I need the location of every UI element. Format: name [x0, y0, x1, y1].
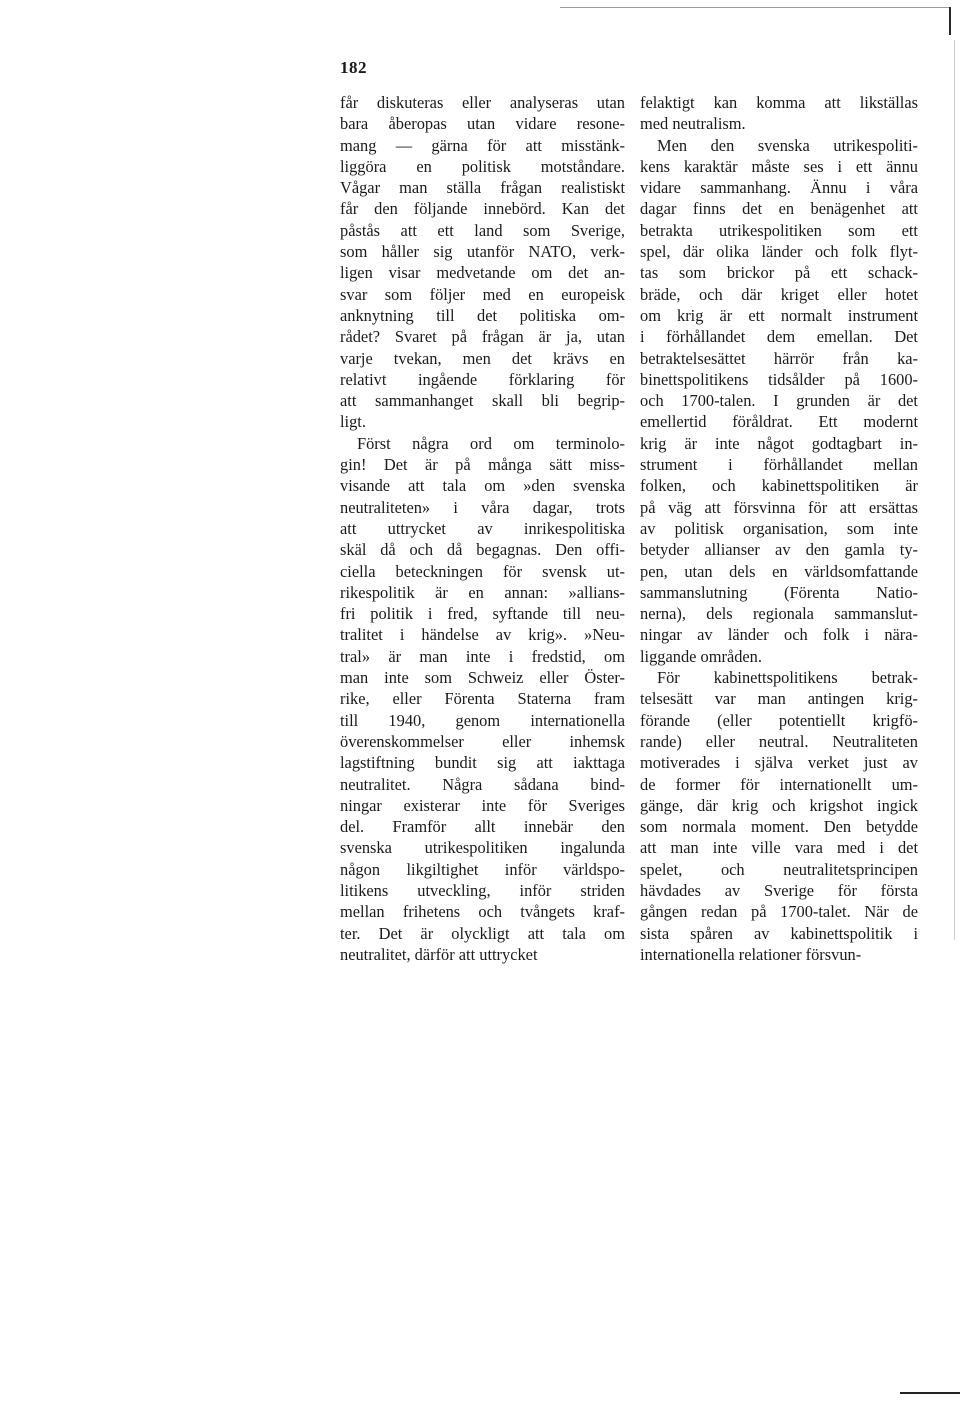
text-line: strument i förhållandet mellan [640, 455, 918, 475]
text-line: på väg att försvinna för att ersättas [640, 497, 918, 517]
text-line: varje tvekan, men det krävs en [340, 348, 625, 368]
text-line: får den följande innebörd. Kan det [340, 199, 625, 219]
text-line: ter. Det är olyckligt att tala om [340, 923, 625, 943]
text-line: hävdades av Sverige för första [640, 880, 918, 900]
text-line: ligt. [340, 412, 366, 432]
text-line: visande att tala om »den svenska [340, 476, 625, 496]
text-line: lagstiftning bundit sig att iakttaga [340, 753, 625, 773]
scan-corner-mark [949, 7, 951, 35]
text-line: får diskuteras eller analyseras utan [340, 93, 625, 112]
text-line: de former för internationellt um- [640, 774, 918, 794]
text-line: fri politik i fred, syftande till neu- [340, 604, 625, 624]
text-line: tralitet i händelse av krig». »Neu- [340, 625, 625, 645]
text-line: om krig är ett normalt instrument [640, 305, 918, 325]
scan-border-right [954, 40, 955, 940]
text-line: bara åberopas utan vidare resone- [340, 114, 625, 134]
text-line: ningar existerar inte för Sveriges [340, 795, 625, 815]
text-line: kens karaktär måste ses i ett ännu [640, 156, 918, 176]
text-line: För kabinettspolitikens betrak- [657, 668, 918, 688]
text-line: anknytning till det politiska om- [340, 305, 625, 325]
text-line: bräde, och där kriget eller hotet [640, 284, 918, 304]
text-line: neutraliteten» i våra dagar, trots [340, 497, 625, 517]
text-line: som normala moment. Den betydde [640, 817, 918, 837]
text-column-right [640, 92, 918, 965]
text-line: att uttrycket av inrikespolitiska [340, 518, 625, 538]
text-line: motiverades i själva verket just av [640, 753, 918, 773]
text-line: tral» är man inte i fredstid, om [340, 646, 625, 666]
text-line: av politisk organisation, som inte [640, 518, 918, 538]
text-line: tas som brickor på ett schack- [640, 263, 918, 283]
page-number: 182 [340, 58, 367, 77]
text-line: och 1700-talen. I grunden är det [640, 391, 918, 411]
text-line: mang — gärna för att misstänk- [340, 135, 625, 155]
text-line: spel, där olika länder och folk flyt- [640, 242, 918, 262]
text-line: relativt ingående förklaring för [340, 369, 625, 389]
text-line: ciella beteckningen för svensk ut- [340, 561, 625, 581]
text-line: sista spåren av kabinettspolitik i [640, 923, 918, 943]
text-line: liggande områden. [640, 646, 762, 666]
text-line: att sammanhanget skall bli begrip- [340, 391, 625, 411]
text-line: telsesätt var man antingen krig- [640, 689, 918, 709]
text-line: Först några ord om terminolo- [357, 433, 625, 453]
text-line: någon likgiltighet inför världspo- [340, 859, 625, 879]
text-line: pen, utan dels en världsomfattande [640, 561, 918, 581]
text-line: gänge, där krig och krigshot ingick [640, 795, 918, 815]
text-line: del. Framför allt innebär den [340, 817, 625, 837]
text-line: påstås att ett land som Sverige, [340, 220, 625, 240]
text-column-left [340, 92, 625, 965]
text-line: liggöra en politisk motståndare. [340, 156, 625, 176]
text-line: Vågar man ställa frågan realistiskt [340, 178, 625, 198]
text-line: vidare sammanhang. Ännu i våra [640, 178, 918, 198]
text-line: dagar finns det en benägenhet att [640, 199, 918, 219]
text-line: betyder allianser av den gamla ty- [640, 540, 918, 560]
text-line: rådet? Svaret på frågan är ja, utan [340, 327, 625, 347]
text-line: mellan frihetens och tvångets kraf- [340, 902, 625, 922]
text-line: litikens utveckling, inför striden [340, 880, 625, 900]
text-line: i förhållandet dem emellan. Det [640, 327, 918, 347]
text-line: ningar av länder och folk i nära- [640, 625, 918, 645]
text-line: man inte som Schweiz eller Öster- [340, 668, 625, 688]
text-line: som håller sig utanför NATO, verk- [340, 242, 625, 262]
text-line: att man inte ville vara med i det [640, 838, 918, 858]
text-line: skäl då och då begagnas. Den offi- [340, 540, 625, 560]
text-line: Men den svenska utrikespoliti- [657, 135, 918, 155]
text-line: folken, och kabinettspolitiken är [640, 476, 918, 496]
text-line: gin! Det är på många sätt miss- [340, 455, 625, 475]
text-line: rike, eller Förenta Staterna fram [340, 689, 625, 709]
text-line: till 1940, genom internationella [340, 710, 625, 730]
text-line: gången redan på 1700-talet. När de [640, 902, 918, 922]
text-line: rikespolitik är en annan: »allians- [340, 582, 625, 602]
text-line: internationella relationer försvun- [640, 944, 862, 964]
text-line: betrakta utrikespolitiken som ett [640, 220, 918, 240]
text-line: svar som följer med en europeisk [340, 284, 625, 304]
scan-border-bottom [900, 1392, 960, 1394]
text-line: svenska utrikespolitiken ingalunda [340, 838, 625, 858]
text-line: spelet, och neutralitetsprincipen [640, 859, 918, 879]
text-line: felaktigt kan komma att likställas [640, 93, 918, 112]
scan-border-top [560, 7, 950, 8]
text-line: neutralitet. Några sådana bind- [340, 774, 625, 794]
text-line: förande (eller potentiellt krigfö- [640, 710, 918, 730]
text-line: ligen visar medvetande om det an- [340, 263, 625, 283]
text-line: krig är inte något godtagbart in- [640, 433, 918, 453]
text-line: neutralitet, därför att uttrycket [340, 944, 538, 964]
text-line: emellertid föråldrat. Ett modernt [640, 412, 918, 432]
text-line: nerna), dels regionala sammanslut- [640, 604, 918, 624]
text-line: betraktelsesättet härrör från ka- [640, 348, 918, 368]
text-line: med neutralism. [640, 114, 746, 134]
text-line: sammanslutning (Förenta Natio- [640, 582, 918, 602]
text-line: rande) eller neutral. Neutraliteten [640, 731, 918, 751]
text-line: överenskommelser eller inhemsk [340, 731, 625, 751]
text-line: binettspolitikens tidsålder på 1600- [640, 369, 918, 389]
